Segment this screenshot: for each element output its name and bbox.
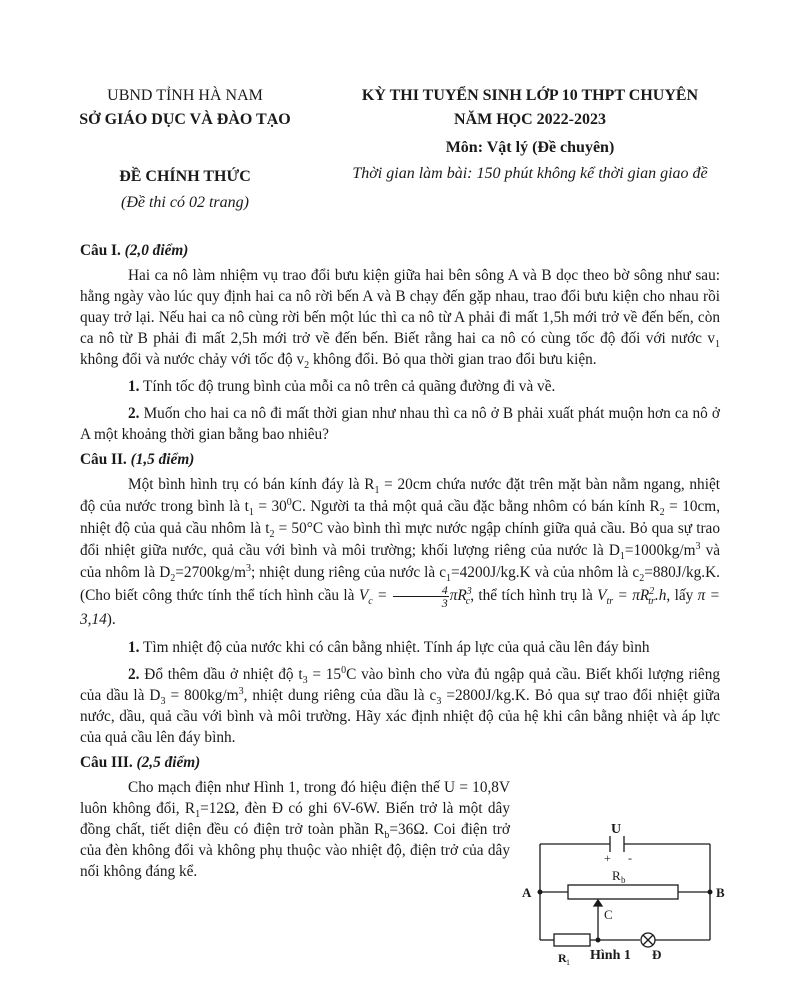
rheostat-rb [568,885,678,899]
question-2-label: Câu II. [80,451,127,468]
cylinder-volume-formula: $V_{tr} = \pi R^2_{tr}.h$ [597,585,667,608]
question-3-points: (2,5 điểm) [136,754,201,771]
question-2-points: (1,5 điểm) [130,451,195,468]
question-3-heading [80,752,720,773]
question-1-intro: Hai ca nô làm nhiệm vụ trao đổi bưu kiện giữa hai bên sông A và B dọc theo bờ sông như sau: hằng ngày vào lúc quy định hai ca nô rời bến A và B chạy đến gặp nhau, trao đổi bưu kiện cho nhau rồi quay trở lại. Nếu hai ca nô cùng rời bến một lúc thì ca nô từ A phải đi mất 1,5h mới trở về đến bến, còn ca nô từ B phải đi mất 2,5h mới trở về đến bến. Biết rằng hai ca nô có cùng tốc độ đối với nước $v_1$ không đổi và nước chảy với tốc độ $v_2$ không đổi. Bỏ qua thời gian trao đổi bưu kiện. [80,267,720,372]
lamp-label: Đ [652,947,662,962]
slider-arrow-icon [594,900,602,906]
sphere-volume-formula: $V_c$ = $\frac{4}{3}$ $\pi R^3_c$ [358,583,472,610]
question-1-part-1: 1. Tính tốc độ trung bình của mỗi ca nô trên cả quãng đường đi và về. [128,378,556,395]
question-1-points: (2,0 điểm) [124,242,189,259]
subject: Môn: Vật lý (Đề chuyên) [445,139,615,156]
header-right [325,84,735,186]
time-note: Thời gian làm bài: 150 phút không kể thời gian giao đề [352,165,708,182]
a-label: A [522,885,532,900]
question-2-intro: Một bình hình trụ có bán kính đáy là $R_1 = 20cm$ chứa nước đặt trên mặt bàn nằm ngang, nhiệt độ của nước trong bình là $t_1 = 30^0C$. Người ta thả một quả cầu đặc bằng nhôm có bán kính $R_2 = 10cm$, nhiệt độ của quả cầu nhôm là $t_2 = 50^\circ C$ vào bình thì mực nước ngập chính giữa quả cầu. Bỏ qua sự trao đổi nhiệt giữa nước, quả cầu với bình và môi trường; khối lượng riêng của nước là $D_1=1000kg/m^3$ và của nhôm là $D_2=2700kg/m^3$; nhiệt dung riêng của nước là $c_1=4200J/kg.K$ và của nhôm là $c_2=880J/kg.K$. (Cho biết công thức tính thể tích hình cầu là $V_c$ = $\frac{4}{3}$ $\pi R^3_c$, thể tích hình trụ là $V_{tr} = \pi R^2_{tr}.h$, lấy π = 3,14). [80,476,721,628]
province-committee: UBND TỈNH HÀ NAM [107,87,263,104]
plus-label: + [604,851,611,865]
question-2-heading [80,449,720,470]
c-label: C [604,907,613,922]
official-block [60,164,310,216]
u-label: U [611,822,622,837]
circuit-diagram [520,822,730,972]
node-a [538,890,543,895]
exam-content [80,240,720,882]
minus-label: - [628,851,632,865]
official-label: ĐỀ CHÍNH THỨC [119,168,251,185]
rb-sub: b [621,875,626,885]
question-1-label: Câu I. [80,242,121,259]
figure-label: Hình 1 [590,948,631,963]
r1-label: R [558,951,567,965]
node-slider [596,938,601,943]
question-3-intro: Cho mạch điện như Hình 1, trong đó hiệu điện thế U = 10,8V luôn không đổi, $R_1=12\Omega$, đèn Đ có ghi 6V-6W. Biến trở là một dây đồng chất, tiết diện đều có điện trở toàn phần $R_b=36\Omega$. Coi điện trở của đèn không đổi và không phụ thuộc vào nhiệt độ, điện trở của dây nối không đáng kể. [80,779,510,880]
header-left [60,84,310,132]
education-department: SỞ GIÁO DỤC VÀ ĐÀO TẠO [79,111,291,128]
question-2-part-1: 1. Tìm nhiệt độ của nước khi có cân bằng nhiệt. Tính áp lực của quả cầu lên đáy bình [128,639,650,656]
r1-sub: 1 [566,958,570,967]
pi-value: π = 3,14 [80,587,720,628]
question-2-part-2: 2. Đổ thêm dầu ở nhiệt độ $t_3 = 15^0C$ vào bình cho vừa đủ ngập quả cầu. Biết khối lượng riêng của dầu là $D_3 = 800kg/m^3$, nhiệt dung riêng của dầu là $c_3 =2800J/kg.K$. Bỏ qua sự trao đổi nhiệt giữa nước, dầu, quả cầu với bình và môi trường. Hãy xác định nhiệt độ của hệ khi cân bằng nhiệt và áp lực của quả cầu lên đáy bình. [80,664,721,746]
pages-note: (Đề thi có 02 trang) [121,194,249,211]
question-3-label: Câu III. [80,754,133,771]
school-year: NĂM HỌC 2022-2023 [454,111,606,128]
question-1-heading [80,240,720,261]
resistor-r1 [554,934,590,946]
exam-title: KỲ THI TUYỂN SINH LỚP 10 THPT CHUYÊN [361,87,699,104]
b-label: B [716,885,725,900]
node-b [708,890,713,895]
question-1-part-2: 2. Muốn cho hai ca nô đi mất thời gian như nhau thì ca nô ở B phải xuất phát muộn hơn ca nô ở A một khoảng thời gian bằng bao nhiêu? [80,405,720,443]
rb-label: R [612,868,621,883]
